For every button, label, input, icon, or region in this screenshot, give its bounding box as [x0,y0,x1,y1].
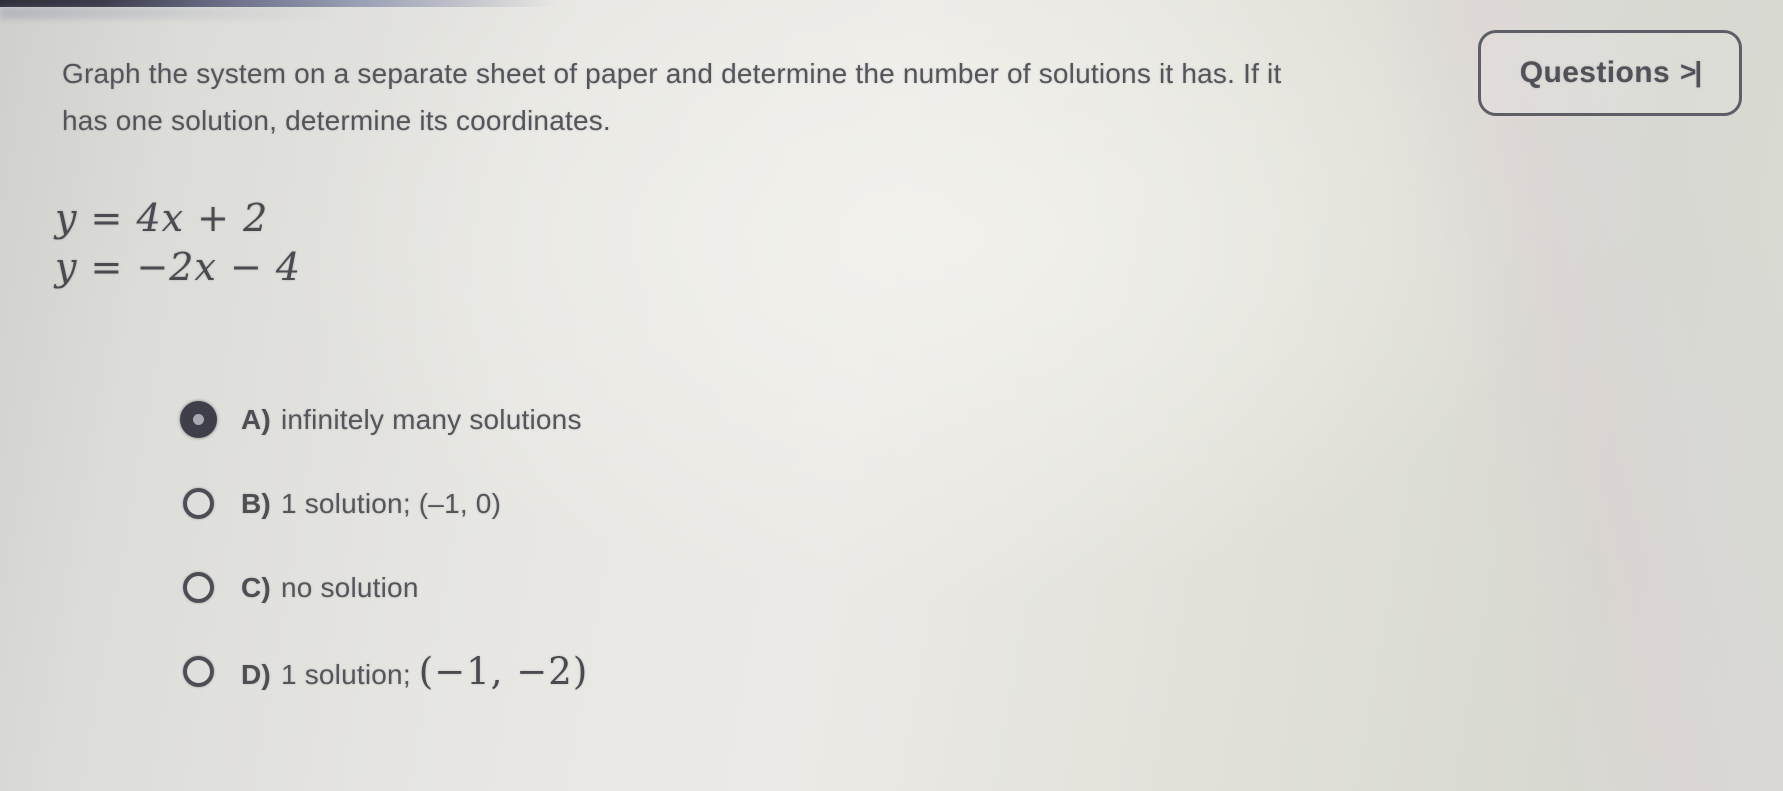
radio-option-b[interactable] [183,488,214,519]
questions-button[interactable] [1478,30,1742,116]
option-d[interactable] [180,650,588,693]
question-line-2: has one solution, determine its coordinates. [62,105,611,136]
question-line-1: Graph the system on a separate sheet of paper and determine the number of solutions it has. If it [62,58,1282,89]
option-c-letter: C) [241,571,271,603]
radio-wrap-d [180,653,217,690]
radio-option-d[interactable] [183,656,214,687]
option-b-letter: B) [241,487,271,519]
screen-edge-artifact [0,0,580,7]
question-text [62,50,1281,144]
option-d-coordinates: (−1, −2) [418,650,589,693]
equation-2: y = −2x − 4 [55,245,302,289]
radio-option-a[interactable] [180,401,217,438]
option-a-label: infinitely many solutions [280,403,582,435]
option-a-text [241,404,582,436]
radio-wrap-c [180,569,217,606]
screen-edge-haze [0,7,380,19]
next-section-icon: >| [1680,56,1701,87]
option-c[interactable] [180,569,419,606]
option-b-label: 1 solution; (–1, 0) [280,487,502,519]
radio-wrap-b [180,485,217,522]
option-b[interactable] [180,485,501,522]
questions-button-label: Questions [1519,56,1671,89]
option-a[interactable] [180,401,582,438]
option-a-letter: A) [241,403,271,435]
radio-option-c[interactable] [183,572,214,603]
option-d-text [241,650,588,693]
equation-system [55,194,301,292]
radio-selected-dot [193,414,204,425]
radio-wrap-a [180,401,217,438]
option-d-letter: D) [241,659,271,690]
option-c-label: no solution [280,571,419,603]
option-b-text [241,488,501,520]
option-d-label: 1 solution; [280,659,411,690]
equation-1: y = 4x + 2 [55,196,269,240]
option-c-text [241,572,419,604]
